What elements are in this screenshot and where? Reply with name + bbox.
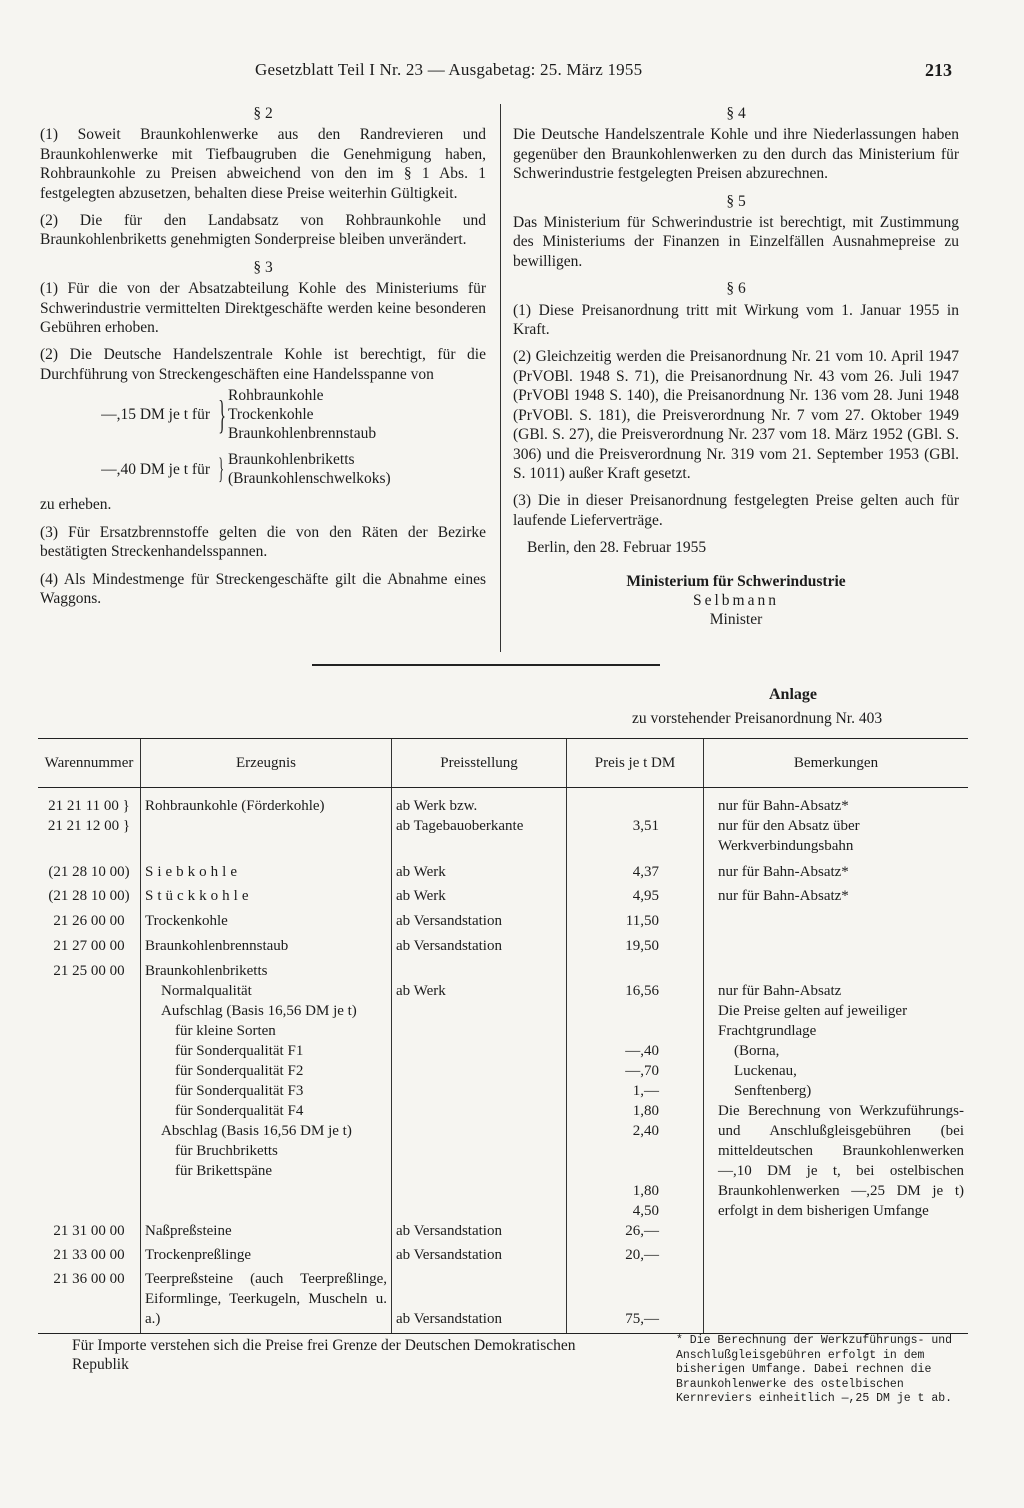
- col-header-preis: Preis je t DM: [567, 739, 704, 788]
- cell-terms: ab Versandstation: [392, 906, 567, 931]
- cell-nr: 21 25 00 00: [53, 963, 125, 979]
- column-divider: [500, 104, 501, 652]
- margin-items-1: [228, 386, 376, 443]
- cell-terms: ab Werk: [392, 882, 567, 906]
- cell-remark: (Borna, Luckenau, Senftenberg): [734, 1043, 812, 1099]
- col-header-erzeugnis: Erzeugnis: [141, 739, 392, 788]
- signer-role: Minister: [709, 611, 763, 629]
- price-table: [38, 738, 968, 1334]
- cell-remark: nur für Bahn-Absatz: [718, 983, 842, 999]
- section-3-title: § 3: [253, 258, 273, 276]
- cell-nr: 21 27 00 00: [53, 938, 125, 954]
- section-3-para-1: (1) Für die von der Absatzabteilung Kohle des Ministeriums für Schwerindustrie vermittelten Direktgeschäfte werden keine besonderen Gebühren erhoben.: [40, 280, 486, 337]
- left-column: [40, 104, 486, 616]
- section-6-title: § 6: [726, 280, 746, 298]
- cell-nr: 21 33 00 00: [53, 1247, 125, 1263]
- annex-title: Anlage: [769, 686, 817, 703]
- col-header-preisstellung: Preisstellung: [392, 739, 567, 788]
- table-row: [38, 931, 968, 956]
- cell-price: 2,40: [632, 1123, 659, 1139]
- cell-product-sub: für Sonderqualität F3: [175, 1083, 304, 1099]
- cell-product-sub: für Sonderqualität F1: [175, 1043, 304, 1059]
- cell-nr: 21 26 00 00: [53, 913, 125, 929]
- section-6-para-3: (3) Die in dieser Preisanordnung festgelegten Preise gelten auch für laufende Lieferverträge.: [513, 492, 959, 529]
- table-row: [38, 1265, 968, 1334]
- cell-price: —,40: [625, 1043, 659, 1059]
- cell-product-sub: für Sonderqualität F4: [175, 1103, 304, 1119]
- cell-price: 16,56: [625, 983, 659, 999]
- margin-items-2: [228, 450, 391, 488]
- cell-remark: Die Berechnung von Werkzuführungs- und Anschlußgleisgebühren (bei mitteldeutschen Braunkohlenwerken —,10 DM je t, bei ostelbischen Braunkohlenwerken —,25 DM je t) erfolgt in dem bisherigen Umfange: [718, 1103, 964, 1219]
- cell-price: 75,—: [567, 1265, 704, 1334]
- section-3-para-2-end: zu erheben.: [40, 496, 112, 514]
- table-row: [38, 1241, 968, 1265]
- margin-amount-1: —,15 DM je t für: [101, 406, 210, 424]
- cell-product-sub: Aufschlag (Basis 16,56 DM je t): [161, 1003, 357, 1019]
- cell-product-sub: für kleine Sorten: [175, 1023, 276, 1039]
- table-row: [38, 956, 968, 1221]
- cell-price: 4,95: [567, 882, 704, 906]
- cell-remark: Die Preise gelten auf jeweiliger Frachtgrundlage: [718, 1003, 908, 1039]
- section-3-para-2: (2) Die Deutsche Handelszentrale Kohle ist berechtigt, für die Durchführung von Streckengeschäften eine Handelsspanne von: [40, 346, 486, 383]
- cell-price: 1,80: [632, 1103, 659, 1119]
- table-header-row: [38, 739, 968, 788]
- section-5-title: § 5: [726, 192, 746, 210]
- cell-product-sub: für Bruchbriketts: [175, 1143, 278, 1159]
- cell-nr: 21 21 11 00 }: [48, 798, 130, 814]
- section-5-para-1: Das Ministerium für Schwerindustrie ist berechtigt, mit Zustimmung des Ministeriums der Finanzen in Einzelfällen Ausnahmepreise zu bewilligen.: [513, 214, 959, 270]
- cell-product: Trockenkohle: [141, 906, 392, 931]
- cell-product: Siebkohle: [141, 856, 392, 882]
- margin-item: Trockenkohle: [228, 406, 314, 424]
- section-2-para-1: (1) Soweit Braunkohlenwerke aus den Randrevieren und Braunkohlenwerke mit Tiefbaugruben die Genehmigung haben, Rohbraunkohle zu Preisen abweichend von den im § 1 Abs. 1 festgelegten abzusetzen, behalten diese Preise weiterhin Gültigkeit.: [40, 126, 486, 202]
- cell-remark: nur für Bahn-Absatz*: [704, 856, 969, 882]
- cell-product-sub: für Brikettspäne: [175, 1163, 273, 1179]
- cell-price: 1,—: [632, 1083, 659, 1099]
- section-2-title: § 2: [253, 105, 273, 122]
- cell-price: 4,50: [632, 1203, 659, 1219]
- table-row: [38, 1221, 968, 1241]
- section-3-para-4: (4) Als Mindestmenge für Streckengeschäfte gilt die Abnahme eines Waggons.: [40, 570, 486, 607]
- cell-product: Trockenpreßlinge: [141, 1241, 392, 1265]
- section-3-para-3: (3) Für Ersatzbrennstoffe gelten die von den Räten der Bezirke bestätigten Streckenhandelsspannen.: [40, 523, 486, 561]
- cell-nr: 21 21 12 00 }: [47, 818, 131, 834]
- margin-group-2: [40, 449, 486, 489]
- cell-price: —,70: [625, 1063, 659, 1079]
- cell-nr: (21 28 10 00): [48, 888, 130, 904]
- cell-nr: 21 31 00 00: [53, 1223, 125, 1239]
- cell-terms: ab Versandstation: [392, 931, 567, 956]
- brace-icon: }: [218, 391, 226, 437]
- cell-price: 4,37: [567, 856, 704, 882]
- margin-item: Braunkohlenbrennstaub: [228, 425, 377, 443]
- cell-product: Braunkohlenbrennstaub: [141, 931, 392, 956]
- cell-price: 26,—: [567, 1221, 704, 1241]
- section-4-para-1: Die Deutsche Handelszentrale Kohle und ihre Niederlassungen haben gegenüber den Braunkohlenwerken zu den durch das Ministerium für Schwerindustrie festgelegten Preisen abzurechnen.: [513, 126, 959, 183]
- cell-terms: ab Versandstation: [392, 1241, 567, 1265]
- cell-price: 19,50: [567, 931, 704, 956]
- cell-terms: ab Werk bzw.: [396, 798, 478, 814]
- page-header: Gesetzblatt Teil I Nr. 23 — Ausgabetag: 25. März 1955: [255, 60, 643, 79]
- annex-subtitle: zu vorstehender Preisanordnung Nr. 403: [632, 710, 883, 727]
- cell-price: 20,—: [567, 1241, 704, 1265]
- cell-product: Teerpreßsteine (auch Teerpreßlinge, Eiformlinge, Teerkugeln, Muscheln u. a.): [141, 1265, 392, 1334]
- signer-name: Selbmann: [693, 591, 779, 609]
- cell-price: 11,50: [567, 906, 704, 931]
- cell-product-sub: für Sonderqualität F2: [175, 1063, 304, 1079]
- footnote: * Die Berechnung der Werkzuführungs- und Anschlußgleisgebühren erfolgt in dem bisherigen Umfange. Dabei rechnen die Braunkohlenwerke des ostelbischen Kernreviers einheitlich —,25 DM je t ab.: [676, 1334, 953, 1405]
- col-header-bemerkungen: Bemerkungen: [704, 739, 969, 788]
- cell-terms: ab Versandstation: [392, 1265, 567, 1334]
- cell-product-sub: Normalqualität: [161, 983, 252, 999]
- cell-product: Stückkohle: [141, 882, 392, 906]
- brace-icon: }: [218, 452, 224, 486]
- cell-product-sub: Abschlag (Basis 16,56 DM je t): [161, 1123, 352, 1139]
- col-header-warennummer: Warennummer: [38, 739, 141, 788]
- separator-rule: [312, 664, 660, 666]
- section-6-para-2: (2) Gleichzeitig werden die Preisanordnung Nr. 21 vom 10. April 1947 (PrVOBl. 1948 S. 71), die Preisanordnung Nr. 43 vom 26. Juli 1947 (PrVOBl 1948 S. 140), die Preisanordnung Nr. 136 vom 28. Juni 1948 (PrVOBl. S. 181), die Preisverordnung Nr. 7 vom 27. Oktober 1949 (GBl. S. 27), die Preisverordnung Nr. 237 vom 18. März 1952 (GBl. S. 306) und die Preisverordnung Nr. 319 vom 21. September 1953 (GBl. S. 1011) außer Kraft gesetzt.: [513, 348, 959, 482]
- cell-product: Rohbraunkohle (Förderkohle): [145, 798, 325, 814]
- margin-item: (Braunkohlenschwelkoks): [228, 470, 391, 488]
- table-row: [38, 882, 968, 906]
- cell-nr: (21 28 10 00): [48, 864, 130, 880]
- cell-remark: nur für den Absatz über Werkverbindungsbahn: [718, 818, 860, 854]
- ministry-name: Ministerium für Schwerindustrie: [626, 572, 846, 590]
- cell-terms: ab Werk: [392, 956, 567, 1221]
- table-row: [38, 788, 968, 857]
- cell-price: 1,80: [632, 1183, 659, 1199]
- margin-group-1: [40, 386, 486, 443]
- section-2-para-2: (2) Die für den Landabsatz von Rohbraunkohle und Braunkohlenbriketts genehmigten Sonderpreise bleiben unverändert.: [40, 212, 486, 249]
- cell-price: 3,51: [632, 818, 659, 834]
- place-date: Berlin, den 28. Februar 1955: [527, 539, 707, 557]
- section-4-title: § 4: [726, 105, 746, 122]
- section-6-para-1: (1) Diese Preisanordnung tritt mit Wirkung vom 1. Januar 1955 in Kraft.: [513, 301, 959, 339]
- table-row: [38, 906, 968, 931]
- table-row: [38, 856, 968, 882]
- cell-terms: ab Versandstation: [392, 1221, 567, 1241]
- cell-product: Naßpreßsteine: [141, 1221, 392, 1241]
- cell-terms: ab Werk: [392, 856, 567, 882]
- margin-item: Rohbraunkohle: [228, 387, 324, 405]
- cell-nr: 21 36 00 00: [38, 1265, 141, 1334]
- cell-product: Braunkohlenbriketts: [145, 963, 268, 979]
- cell-terms: ab Tagebauoberkante: [396, 818, 524, 834]
- cell-remark: nur für Bahn-Absatz*: [718, 798, 849, 814]
- cell-remark: nur für Bahn-Absatz*: [704, 882, 969, 906]
- right-column: [513, 104, 959, 630]
- margin-amount-2: —,40 DM je t für: [101, 460, 210, 478]
- margin-item: Braunkohlenbriketts: [228, 451, 355, 469]
- import-note: Für Importe verstehen sich die Preise frei Grenze der Deutschen Demokratischen Republik: [72, 1337, 576, 1373]
- page-number: 213: [925, 60, 952, 80]
